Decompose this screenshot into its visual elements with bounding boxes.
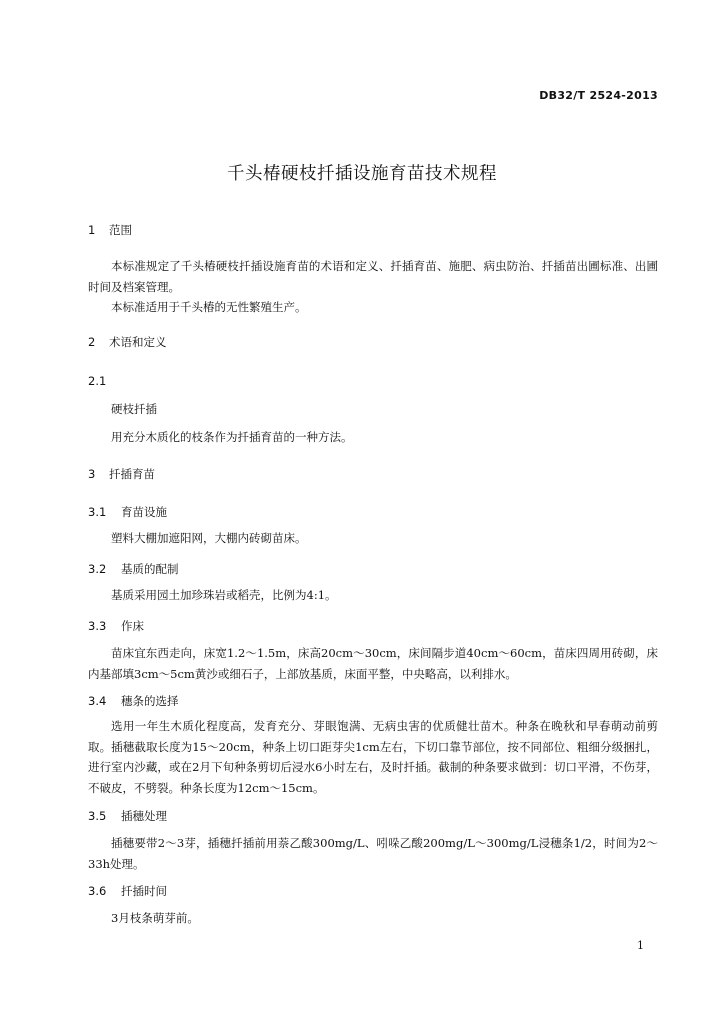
standard-code: DB32/T 2524-2013 xyxy=(539,89,658,102)
subsection-3-3 xyxy=(88,618,658,634)
term-label: 硬枝扦插 xyxy=(111,402,157,416)
term-definition xyxy=(88,427,658,448)
section-1 xyxy=(88,222,658,238)
section-number: 3 xyxy=(88,467,96,481)
subsection-3-5 xyxy=(88,808,658,824)
paragraph: 3月枝条萌芽前。 xyxy=(111,911,199,925)
subsection-title: 基质的配制 xyxy=(121,562,179,576)
subsection-3-4 xyxy=(88,693,658,709)
subsection-3-1 xyxy=(88,504,658,520)
subsection-title: 育苗设施 xyxy=(121,505,167,519)
subsection-3-6 xyxy=(88,883,658,899)
subsection-number: 3.4 xyxy=(88,694,107,708)
subsection-number: 3.2 xyxy=(88,562,107,576)
subsection-3-3-body xyxy=(88,643,658,684)
subsection-3-4-body xyxy=(88,716,658,798)
term-name xyxy=(88,401,658,417)
paragraph: 基质采用园土加珍珠岩或稻壳，比例为4:1。 xyxy=(111,588,337,602)
subsection-title: 作床 xyxy=(121,619,144,633)
subsection-title: 扦插时间 xyxy=(121,884,167,898)
section-number: 2 xyxy=(88,335,96,349)
section-title: 术语和定义 xyxy=(109,335,167,349)
paragraph: 苗床宜东西走向，床宽1.2～1.5m，床高20cm～30cm，床间隔步道40cm～60cm，苗床四周用砖砌，床内基部填3cm～5cm黄沙或细石子，上部放基质，床面平整，中央略高，以利排水。 xyxy=(88,646,658,681)
page-number: 1 xyxy=(637,939,644,952)
section-number: 1 xyxy=(88,223,96,237)
subsection-3-2-body xyxy=(88,585,658,606)
subsection-title: 插穗处理 xyxy=(121,809,167,823)
subsection-number: 3.1 xyxy=(88,505,107,519)
section-1-body xyxy=(88,256,658,318)
subsection-2-1-number xyxy=(88,373,658,389)
paragraph: 本标准规定了千头椿硬枝扦插设施育苗的术语和定义、扦插育苗、施肥、病虫防治、扦插苗出圃标准、出圃时间及档案管理。 xyxy=(88,259,658,294)
section-3-heading xyxy=(88,466,658,482)
subsection-number: 2.1 xyxy=(88,374,107,388)
subsection-3-6-body xyxy=(88,908,658,929)
document-title: 千头椿硬枝扦插设施育苗技术规程 xyxy=(227,164,497,184)
subsection-3-5-body xyxy=(88,833,658,874)
subsection-number: 3.6 xyxy=(88,884,107,898)
section-2-heading xyxy=(88,334,658,350)
paragraph: 本标准适用于千头椿的无性繁殖生产。 xyxy=(111,300,307,314)
section-1-heading xyxy=(88,222,658,238)
section-title: 范围 xyxy=(109,223,132,237)
subsection-3-2 xyxy=(88,561,658,577)
subsection-title: 穗条的选择 xyxy=(121,694,179,708)
paragraph: 选用一年生木质化程度高，发育充分、芽眼饱满、无病虫害的优质健壮苗木。种条在晚秋和早春萌动前剪取。插穗截取长度为15～20cm，种条上切口距芽尖1cm左右，下切口靠节部位，按不同部位、粗细分级捆扎，进行室内沙藏，或在2月下旬种条剪切后浸水6小时左右，及时扦插。截制的种条要求做到：切口平滑，不伤芽，不破皮，不劈裂。种条长度为12cm～15cm。 xyxy=(88,719,658,795)
subsection-3-1-body xyxy=(88,528,658,549)
section-title: 扦插育苗 xyxy=(109,467,155,481)
paragraph: 用充分木质化的枝条作为扦插育苗的一种方法。 xyxy=(111,430,353,444)
paragraph: 塑料大棚加遮阳网，大棚内砖砌苗床。 xyxy=(111,531,307,545)
subsection-number: 3.3 xyxy=(88,619,107,633)
subsection-number: 3.5 xyxy=(88,809,107,823)
paragraph: 插穗要带2～3芽，插穗扦插前用萘乙酸300mg/L、吲哚乙酸200mg/L～300mg/L浸穗条1/2，时间为2～33h处理。 xyxy=(88,836,658,871)
